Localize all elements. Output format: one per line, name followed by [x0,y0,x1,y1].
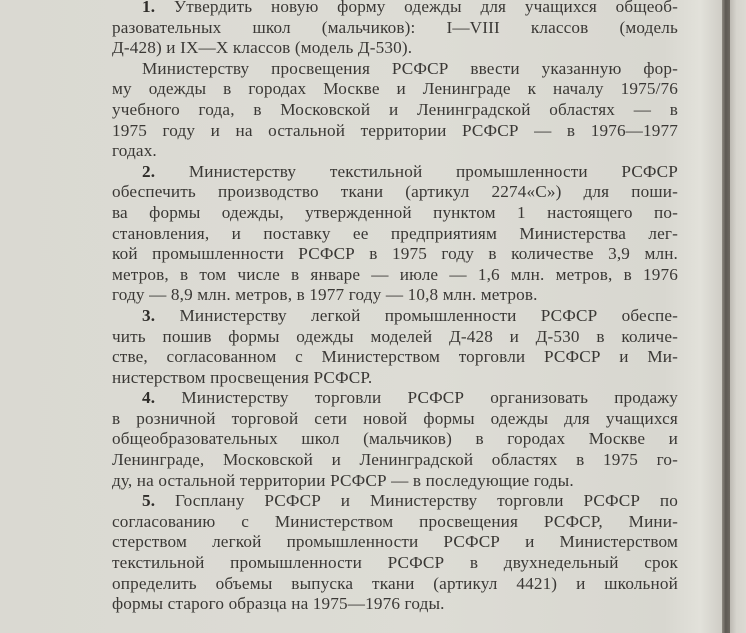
text-line: стве, согласованном с Министерством торговли РСФСР и Ми- [112,347,678,367]
text-line: 1975 году и на остальной территории РСФСР — в 1976—1977 [112,120,678,140]
text-line: му одежды в городах Москве и Ленинграде к началу 1975/76 [112,79,678,99]
item-number: 4. [142,388,156,408]
text-line: стерством легкой промышленности РСФСР и Министерством [112,532,678,552]
text-line: ду, на остальной территории РСФСР — в последующие годы. [112,470,574,490]
paragraph-1-continuation [82,59,678,162]
text-line: Д-428) и IX—X классов (модель Д-530). [112,38,413,58]
item-number: 5. [142,491,156,511]
text-line: году — 8,9 млн. метров, в 1977 году — 10,8 млн. метров. [112,285,538,305]
text-line: формы старого образца на 1975—1976 годы. [112,594,445,614]
text-line: 4. Министерству торговли РСФСР организовать продажу [142,388,678,408]
text-line: учебного года, в Московской и Ленинградской областях — в [112,99,678,119]
item-number: 3. [142,305,156,325]
text-line: в розничной торговой сети новой формы одежды для учащихся [112,408,678,428]
text-line: 1. Утвердить новую форму одежды для учащихся общеоб- [82,0,678,18]
text-line: обеспечить производство ткани (артикул 2274«С») для поши- [112,182,678,202]
paragraph-1 [82,0,678,59]
text-line: становления, и поставку ее предприятиям Министерства лег- [112,223,678,243]
text-line: текстильной промышленности РСФСР в двухнедельный срок [112,553,678,573]
text-line: нистерством просвещения РСФСР. [112,367,373,387]
text-line: Ленинграде, Московской и Ленинградской областях в 1975 го- [112,450,678,470]
text-line: Министерству просвещения РСФСР ввести указанную фор- [142,58,678,78]
adjacent-page-edge [730,0,746,633]
text-line: определить объемы выпуска ткани (артикул 4421) и школьной [112,573,678,593]
paragraph-2 [82,162,678,306]
text-line: ва формы одежды, утвержденной пунктом 1 настоящего по- [112,202,678,222]
paragraph-4 [82,388,678,491]
paragraph-5 [82,491,678,615]
text-line: 3. Министерству легкой промышленности РСФСР обеспе- [142,305,678,325]
text-line: согласованию с Министерством просвещения РСФСР, Мини- [112,511,678,531]
text-line: метров, в том числе в январе — июле — 1,6 млн. метров, в 1976 [112,264,678,284]
text-line: 5. Госплану РСФСР и Министерству торговли РСФСР по [142,491,678,511]
text-line: 2. Министерству текстильной промышленности РСФСР [142,161,678,181]
text-line: чить пошив формы одежды моделей Д-428 и Д-530 в количе- [112,326,678,346]
text-line: разовательных школ (мальчиков): I—VIII классов (модель [112,17,678,37]
text-line: кой промышленности РСФСР в 1975 году в количестве 3,9 млн. [112,244,678,264]
text-line: общеобразовательных школ (мальчиков) в городах Москве и [112,429,678,449]
text-line: годах. [112,141,157,161]
document-body [82,0,678,615]
page-edge-shadow [722,0,730,633]
item-number: 2. [142,161,156,181]
item-number: 1. [142,0,156,16]
paragraph-3 [82,306,678,388]
